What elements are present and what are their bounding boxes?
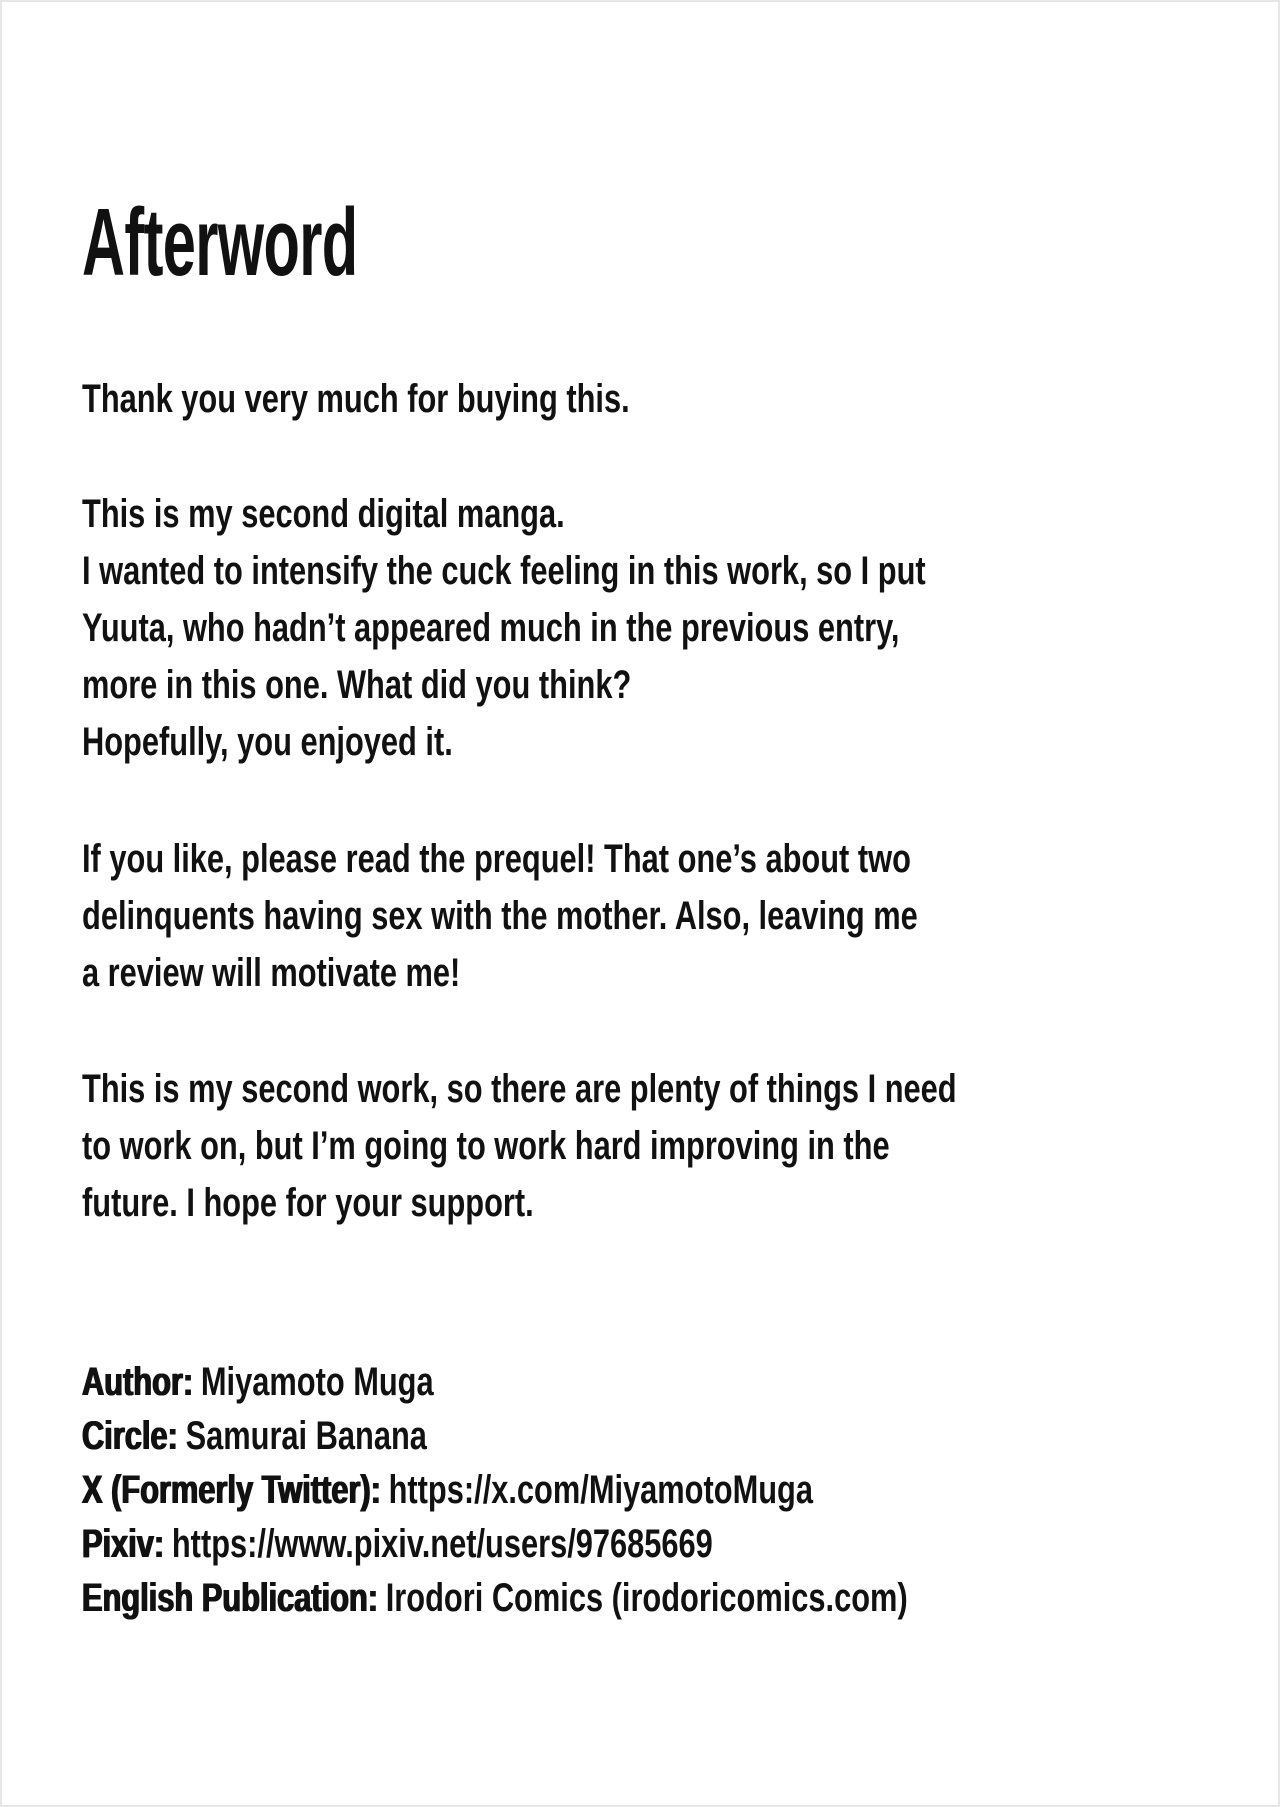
text-line: Thank you very much for buying this. [82, 377, 630, 421]
credit-label: X (Formerly Twitter): [82, 1468, 381, 1512]
credit-value: Samurai Banana [185, 1414, 427, 1458]
credit-value: Irodori Comics (irodoricomics.com) [385, 1576, 908, 1620]
paragraph [82, 1061, 1280, 1232]
paragraph [82, 486, 1280, 771]
text-line: to work on, but I’m going to work hard improving in the [82, 1124, 890, 1168]
credit-label: Author: [82, 1360, 194, 1404]
credit-value: Miyamoto Muga [200, 1360, 434, 1404]
text-line: a review will motivate me! [82, 951, 461, 995]
paragraph [82, 831, 1280, 1002]
text-line: Hopefully, you enjoyed it. [82, 720, 453, 764]
paragraph [82, 371, 1280, 428]
credit-value: https://www.pixiv.net/users/97685669 [171, 1522, 713, 1566]
credit-line [82, 1463, 1004, 1517]
text-line: This is my second work, so there are plenty of things I need [82, 1067, 957, 1111]
credit-line [82, 1409, 1004, 1463]
credit-value: https://x.com/MiyamotoMuga [388, 1468, 813, 1512]
text-line: This is my second digital manga. [82, 492, 565, 536]
credit-label: Circle: [82, 1414, 178, 1458]
text-line: I wanted to intensify the cuck feeling in this work, so I put [82, 549, 926, 593]
credit-label: Pixiv: [82, 1522, 165, 1566]
text-line: more in this one. What did you think? [82, 663, 632, 707]
credit-label: English Publication: [82, 1576, 379, 1620]
credits-block [82, 1355, 1280, 1625]
text-line: If you like, please read the prequel! That one’s about two [82, 837, 911, 881]
page-title: Afterword [82, 189, 358, 297]
text-line: delinquents having sex with the mother. Also, leaving me [82, 894, 918, 938]
text-line: Yuuta, who hadn’t appeared much in the previous entry, [82, 606, 900, 650]
credit-line [82, 1517, 1004, 1571]
text-line: future. I hope for your support. [82, 1181, 534, 1225]
credit-line [82, 1355, 1004, 1409]
credit-line [82, 1571, 1004, 1625]
